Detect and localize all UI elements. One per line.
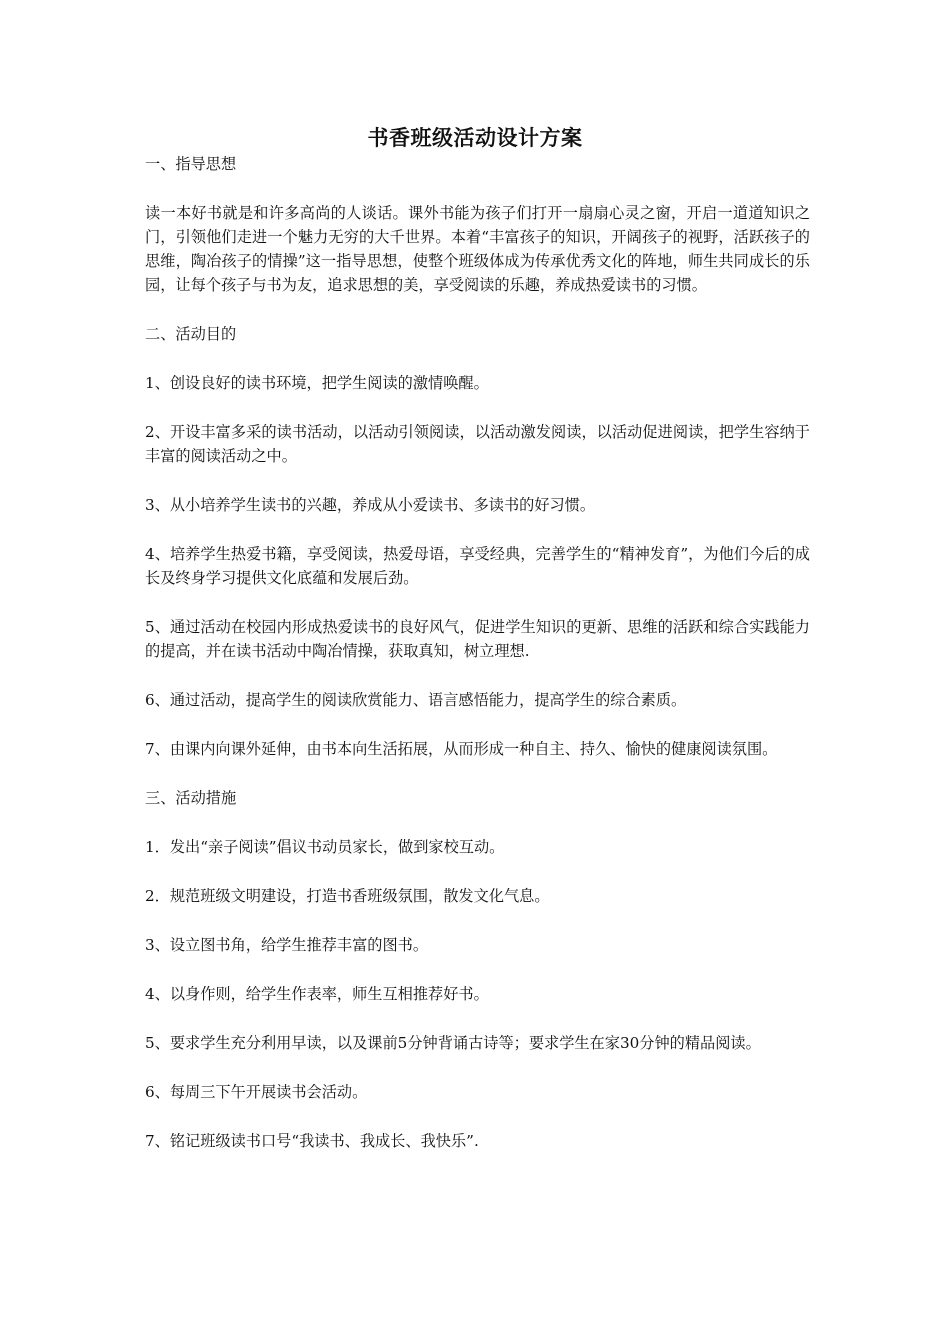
purpose-item-2: 2、开设丰富多采的读书活动，以活动引领阅读，以活动激发阅读，以活动促进阅读，把学生容纳于丰富的阅读活动之中。: [145, 423, 810, 465]
purpose-item-3: 3、从小培养学生读书的兴趣，养成从小爱读书、多读书的好习惯。: [145, 496, 596, 514]
guide-paragraph: 读一本好书就是和许多高尚的人谈话。课外书能为孩子们打开一扇扇心灵之窗，开启一道道知识之门，引领他们走进一个魅力无穷的大千世界。本着“丰富孩子的知识，开阔孩子的视野，活跃孩子的思维，陶冶孩子的情操”这一指导思想，使整个班级体成为传承优秀文化的阵地，师生共同成长的乐园，让每个孩子与书为友，追求思想的美，享受阅读的乐趣，养成热爱读书的习惯。: [145, 204, 810, 294]
purpose-item-7: 7、由课内向课外延伸，由书本向生活拓展，从而形成一种自主、持久、愉快的健康阅读氛围。: [145, 740, 778, 758]
section-heading-purpose: 二、活动目的: [145, 325, 237, 343]
section-heading-guide: 一、指导思想: [145, 155, 237, 173]
measure-item-7: 7、铭记班级读书口号“我读书、我成长、我快乐”.: [145, 1132, 479, 1150]
purpose-item-4: 4、培养学生热爱书籍，享受阅读，热爱母语，享受经典，完善学生的“精神发育”，为他们今后的成长及终身学习提供文化底蕴和发展后劲。: [145, 545, 810, 587]
measure-item-5: 5、要求学生充分利用早读，以及课前5分钟背诵古诗等；要求学生在家30分钟的精品阅读。: [145, 1034, 761, 1052]
section-heading-measures: 三、活动措施: [145, 789, 237, 807]
purpose-item-1: 1、创设良好的读书环境，把学生阅读的激情唤醒。: [145, 374, 489, 392]
measure-item-3: 3、设立图书角，给学生推荐丰富的图书。: [145, 936, 429, 954]
measure-item-4: 4、以身作则，给学生作表率，师生互相推荐好书。: [145, 985, 489, 1003]
measure-item-6: 6、每周三下午开展读书会活动。: [145, 1083, 368, 1101]
purpose-item-6: 6、通过活动，提高学生的阅读欣赏能力、语言感悟能力，提高学生的综合素质。: [145, 691, 687, 709]
page-title: 书香班级活动设计方案: [367, 126, 583, 150]
document-body: [145, 152, 810, 1153]
measure-item-2: 2．规范班级文明建设，打造书香班级氛围，散发文化气息。: [145, 887, 550, 905]
purpose-item-5: 5、通过活动在校园内形成热爱读书的良好风气，促进学生知识的更新、思维的活跃和综合实践能力的提高，并在读书活动中陶冶情操，获取真知，树立理想.: [145, 618, 810, 660]
measure-item-1: 1．发出“亲子阅读”倡议书动员家长，做到家校互动。: [145, 838, 505, 856]
